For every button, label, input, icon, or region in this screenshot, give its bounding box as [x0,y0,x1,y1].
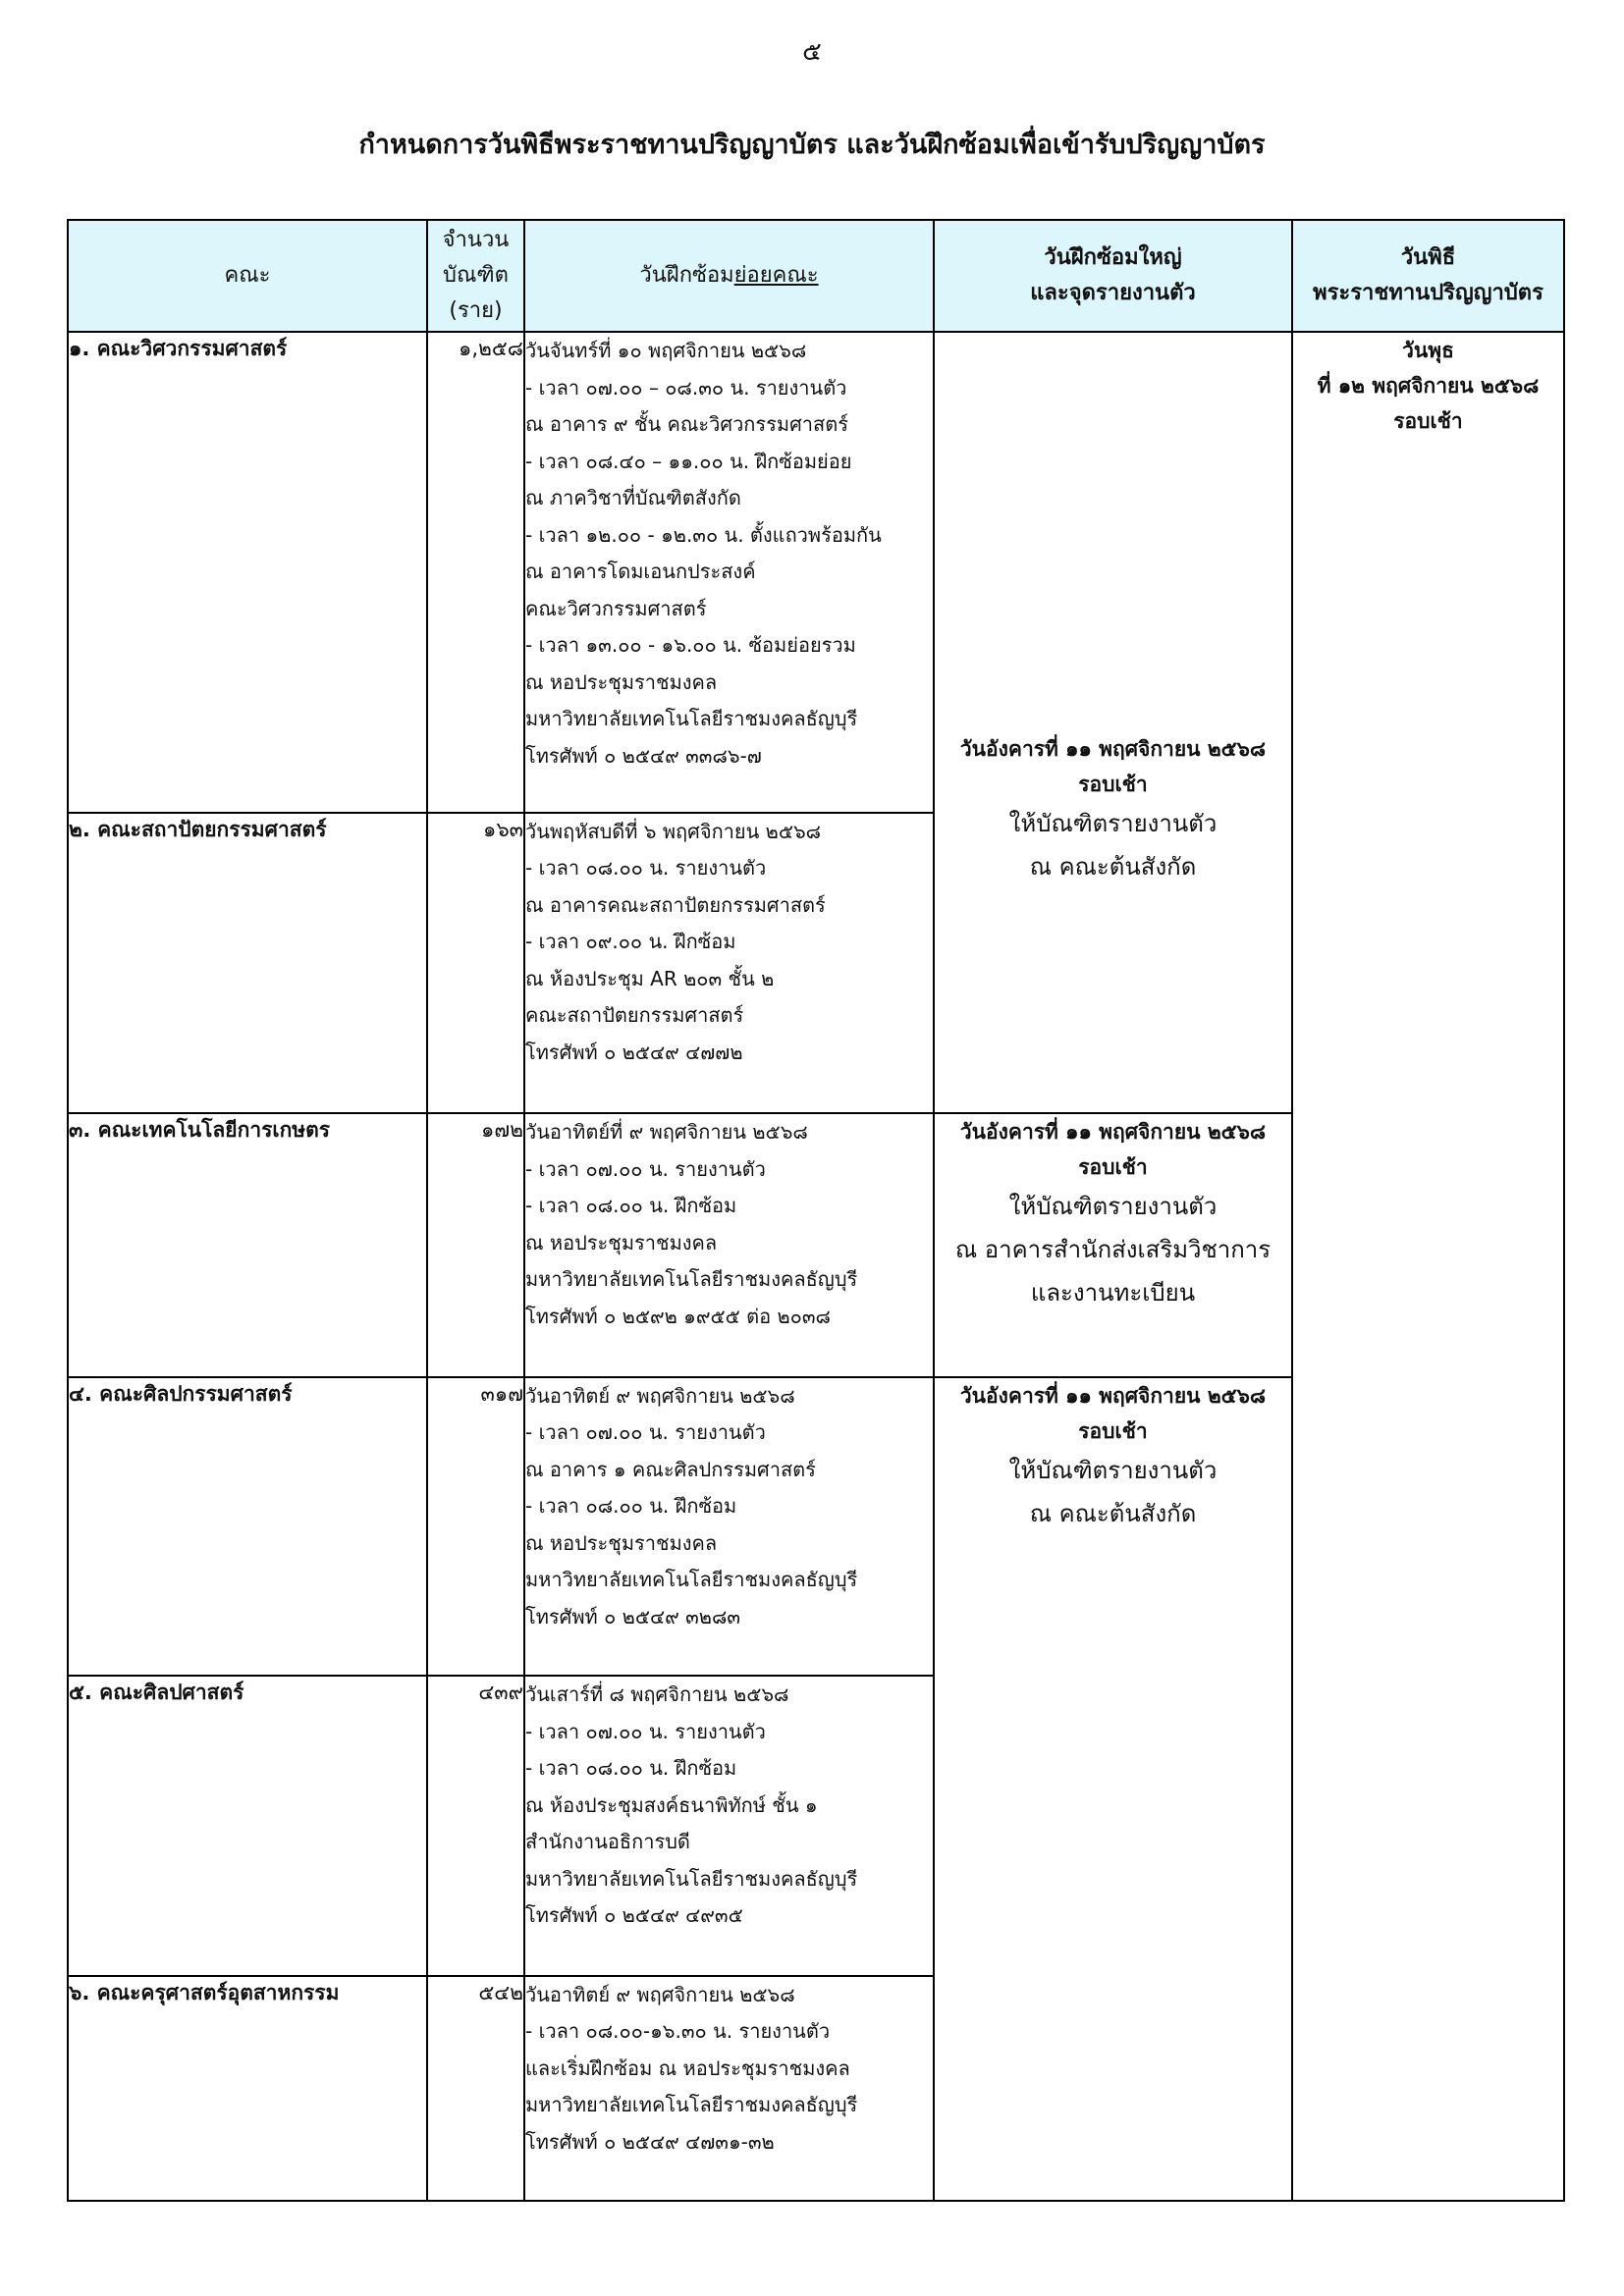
faculty-name: ๕. คณะศิลปศาสตร์ [68,1676,427,1976]
main-rehearsal-cell: วันอังคารที่ ๑๑ พฤศจิกายน ๒๕๖๘ รอบเช้า ให้บัณฑิตรายงานตัว ณ อาคารสำนักส่งเสริมวิชาการ และงานทะเบียน [934,1113,1292,1376]
faculty-name: ๒. คณะสถาปัตยกรรมศาสตร์ [68,813,427,1114]
main-rehearsal-cell: วันอังคารที่ ๑๑ พฤศจิกายน ๒๕๖๘ รอบเช้า ให้บัณฑิตรายงานตัว ณ คณะต้นสังกัด [934,332,1292,1113]
sub-rehearsal-details: วันพฤหัสบดีที่ ๖ พฤศจิกายน ๒๕๖๘ - เวลา ๐๘.๐๐ น. รายงานตัว ณ อาคารคณะสถาปัตยกรรมศาสตร์ - เวลา ๐๙.๐๐ น. ฝึกซ้อม ณ ห้องประชุม AR ๒๐๓ ชั้น ๒ คณะสถาปัตยกรรมศาสตร์ โทรศัพท์ ๐ ๒๕๔๙ ๔๗๗๒ [524,813,934,1114]
table-row [68,332,1564,813]
header-row [68,220,1564,332]
header-count: จำนวน บัณฑิต (ราย) [427,220,524,332]
faculty-name: ๔. คณะศิลปกรรมศาสตร์ [68,1377,427,1677]
sub-rehearsal-details: วันอาทิตย์ที่ ๙ พฤศจิกายน ๒๕๖๘ - เวลา ๐๗.๐๐ น. รายงานตัว - เวลา ๐๘.๐๐ น. ฝึกซ้อม ณ หอประชุมราชมงคล มหาวิทยาลัยเทคโนโลยีราชมงคลธัญบุรี โทรศัพท์ ๐ ๒๕๙๒ ๑๙๕๕ ต่อ ๒๐๓๘ [524,1113,934,1376]
page-number: ๕ [802,37,822,67]
faculty-name: ๖. คณะครุศาสตร์อุตสาหกรรม [68,1976,427,2201]
page-title: กำหนดการวันพิธีพระราชทานปริญญาบัตร และวันฝึกซ้อมเพื่อเข้ารับปริญญาบัตร [358,130,1266,160]
header-main-rehearsal: วันฝึกซ้อมใหญ่ และจุดรายงานตัว [934,220,1292,332]
graduate-count: ๕๔๒ [427,1976,524,2201]
header-sub-rehearsal: วันฝึกซ้อมย่อยคณะ [524,220,934,332]
graduate-count: ๓๑๗ [427,1377,524,1677]
graduate-count: ๑,๒๕๘ [427,332,524,813]
header-ceremony: วันพิธี พระราชทานปริญญาบัตร [1292,220,1564,332]
sub-rehearsal-details: วันจันทร์ที่ ๑๐ พฤศจิกายน ๒๕๖๘ - เวลา ๐๗.๐๐ – ๐๘.๓๐ น. รายงานตัว ณ อาคาร ๙ ชั้น คณะวิศวกรรมศาสตร์ - เวลา ๐๘.๔๐ – ๑๑.๐๐ น. ฝึกซ้อมย่อย ณ ภาควิชาที่บัณฑิตสังกัด - เวลา ๑๒.๐๐ - ๑๒.๓๐ น. ตั้งแถวพร้อมกัน ณ อาคารโดมเอนกประสงค์ คณะวิศวกรรมศาสตร์ - เวลา ๑๓.๐๐ - ๑๖.๐๐ น. ซ้อมย่อยรวม ณ หอประชุมราชมงคล มหาวิทยาลัยเทคโนโลยีราชมงคลธัญบุรี โทรศัพท์ ๐ ๒๕๔๙ ๓๓๘๖-๗ [524,332,934,813]
graduate-count: ๔๓๙ [427,1676,524,1976]
sub-rehearsal-details: วันอาทิตย์ ๙ พฤศจิกายน ๒๕๖๘ - เวลา ๐๘.๐๐-๑๖.๓๐ น. รายงานตัว และเริ่มฝึกซ้อม ณ หอประชุมราชมงคล มหาวิทยาลัยเทคโนโลยีราชมงคลธัญบุรี โทรศัพท์ ๐ ๒๕๔๙ ๔๗๓๑-๓๒ [524,1976,934,2201]
schedule-table [67,219,1565,2202]
sub-rehearsal-details: วันเสาร์ที่ ๘ พฤศจิกายน ๒๕๖๘ - เวลา ๐๗.๐๐ น. รายงานตัว - เวลา ๐๘.๐๐ น. ฝึกซ้อม ณ ห้องประชุมสงค์ธนาพิทักษ์ ชั้น ๑ สำนักงานอธิการบดี มหาวิทยาลัยเทคโนโลยีราชมงคลธัญบุรี โทรศัพท์ ๐ ๒๕๔๙ ๔๙๓๕ [524,1676,934,1976]
faculty-name: ๑. คณะวิศวกรรมศาสตร์ [68,332,427,813]
graduate-count: ๑๖๓ [427,813,524,1114]
sub-rehearsal-details: วันอาทิตย์ ๙ พฤศจิกายน ๒๕๖๘ - เวลา ๐๗.๐๐ น. รายงานตัว ณ อาคาร ๑ คณะศิลปกรรมศาสตร์ - เวลา ๐๘.๐๐ น. ฝึกซ้อม ณ หอประชุมราชมงคล มหาวิทยาลัยเทคโนโลยีราชมงคลธัญบุรี โทรศัพท์ ๐ ๒๕๔๙ ๓๒๘๓ [524,1377,934,1677]
header-faculty: คณะ [68,220,427,332]
main-rehearsal-cell: วันอังคารที่ ๑๑ พฤศจิกายน ๒๕๖๘ รอบเช้า ให้บัณฑิตรายงานตัว ณ คณะต้นสังกัด [934,1377,1292,2201]
graduate-count: ๑๗๒ [427,1113,524,1376]
ceremony-cell: วันพุธ ที่ ๑๒ พฤศจิกายน ๒๕๖๘ รอบเช้า [1292,332,1564,2201]
faculty-name: ๓. คณะเทคโนโลยีการเกษตร [68,1113,427,1376]
